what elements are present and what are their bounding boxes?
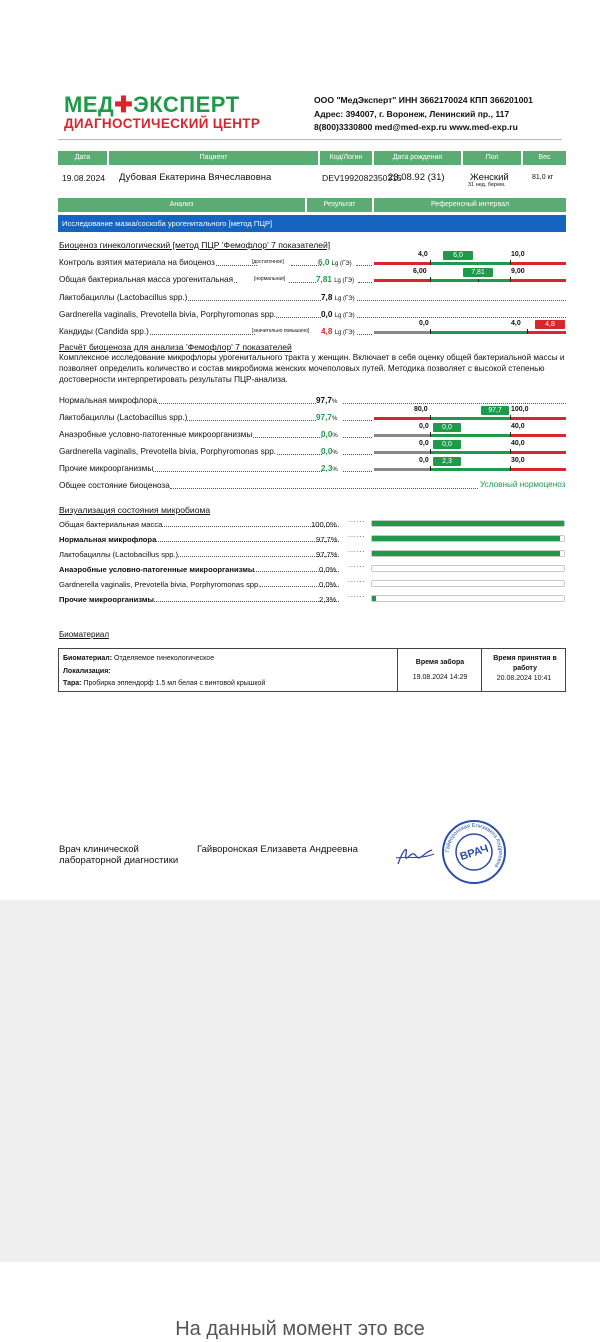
visual-row-value: 0,0% xyxy=(319,580,337,589)
divider xyxy=(481,649,482,691)
ref-bar-low xyxy=(374,279,430,282)
dots xyxy=(357,300,566,301)
ref-bar-high xyxy=(510,279,566,282)
ref-min: 4,0 xyxy=(418,251,428,258)
org-line-2: Адрес: 394007, г. Воронеж, Ленинский пр., 117 xyxy=(314,109,510,119)
patient-name: Дубовая Екатерина Вячеславовна xyxy=(119,172,272,183)
ref-tick xyxy=(510,277,511,282)
study-title-bar: Исследование мазка/соскоба урогенитального [метод ПЦР] xyxy=(58,215,566,232)
calc-description: Комплексное исследование микрофлоры урогенитального тракта у женщин. Включает в себя оценку общей бактериальной массы и позволяет определить количество и состав микробиома женских мочеполовых путей. Методика позволяет с высокой степенью достоверности интерпретировать результаты ПЦР-анализа. xyxy=(59,353,565,384)
footer-card xyxy=(0,1262,600,1342)
patient-sex: Женский xyxy=(470,172,509,183)
ref-tick xyxy=(510,260,511,265)
ref-bar-normal xyxy=(430,279,510,282)
visual-row-label: Лактобациллы (Lactobacillus spp.) xyxy=(59,549,339,560)
dots xyxy=(343,420,372,421)
visual-row-dots: ...... xyxy=(348,532,366,539)
biocenosis-row-note: [достаточное] xyxy=(252,259,284,265)
col-weight: Вес xyxy=(523,151,566,165)
biocenosis-row-label: Кандиды (Candida spp.) xyxy=(59,326,255,337)
footer-text: На данный момент это все xyxy=(175,1318,425,1340)
ref-bar-low xyxy=(374,417,430,420)
visual-row-value: 0,0% xyxy=(319,565,337,574)
biocenosis-row-label: Контроль взятия материала на биоценоз xyxy=(59,257,257,268)
dots xyxy=(343,471,372,472)
signature-icon xyxy=(392,838,436,872)
col-reference: Референсный интервал xyxy=(374,198,566,212)
org-line-1: ООО "МедЭксперт" ИНН 3662170024 КПП 366201001 xyxy=(314,95,533,105)
ref-max: 9,00 xyxy=(511,268,525,275)
col-birth: Дата рождения xyxy=(374,151,461,165)
collect-value: 19.08.2024 14:29 xyxy=(412,674,468,681)
logo: МЕД✚ЭКСПЕРТ xyxy=(64,92,240,117)
ref-bar-high xyxy=(527,331,566,334)
col-patient: Пациент xyxy=(109,151,318,165)
ref-bar-high xyxy=(510,451,566,454)
calc-row-label: Gardnerella vaginalis, Prevotella bivia, Porphyromonas spp. xyxy=(59,446,322,457)
ref-bar-low xyxy=(374,262,430,265)
patient-code: DEV1992082350315 xyxy=(322,173,402,183)
calc-row-value: 97,7% xyxy=(316,396,338,405)
ref-bar-low xyxy=(374,451,430,454)
ref-max: 4,0 xyxy=(511,320,521,327)
ref-bar-high xyxy=(510,434,566,437)
tube-row: Тара: Пробирка эппендорф 1.5 мл белая с винтовой крышкой xyxy=(63,680,266,687)
visual-row-value: 97,7% xyxy=(316,535,338,544)
biocenosis-row-value: 6,0 Lg (ГЭ) xyxy=(318,258,352,267)
visual-row-dots: ...... xyxy=(348,547,366,554)
ref-max: 10,0 xyxy=(511,251,525,258)
visual-row-dots: ...... xyxy=(348,592,366,599)
ref-tick xyxy=(430,260,431,265)
result-flag: 4,8 xyxy=(535,320,565,329)
visual-bar xyxy=(371,550,565,557)
calc-title: Расчёт биоценоза для анализа 'Фемофлор' 7 показателей xyxy=(59,342,292,352)
calc-row-value: 0,0% xyxy=(321,447,338,456)
result-flag: 97,7 xyxy=(481,406,509,415)
biocenosis-row-value: 7,8 Lg (ГЭ) xyxy=(321,293,355,302)
dots xyxy=(291,265,321,266)
col-sex: Пол xyxy=(463,151,521,165)
ref-tick xyxy=(430,432,431,437)
result-marker xyxy=(478,279,479,282)
org-line-3: 8(800)3330800 med@med-exp.ru www.med-exp.ru xyxy=(314,122,518,132)
ref-bar-high xyxy=(510,262,566,265)
biocenosis-row-value: 7,81 Lg (ГЭ) xyxy=(316,275,355,284)
ref-min: 0,0 xyxy=(419,320,429,327)
ref-tick xyxy=(430,466,431,471)
visual-bar xyxy=(371,595,565,602)
calc-row-label: Нормальная микрофлора xyxy=(59,395,316,406)
calc-row-label: Анаэробные условно-патогенные микроорганизмы xyxy=(59,429,322,440)
calc-row-value: 0,0% xyxy=(321,430,338,439)
calc-row-label: Лактобациллы (Lactobacillus spp.) xyxy=(59,412,316,423)
ref-bar-low xyxy=(374,434,430,437)
dots xyxy=(357,317,566,318)
ref-tick xyxy=(527,329,528,334)
ref-bar-low xyxy=(374,468,430,471)
dots xyxy=(343,454,372,455)
ref-min: 80,0 xyxy=(414,406,428,413)
biomaterial-row: Биоматериал: Отделяемое гинекологическое xyxy=(63,655,215,662)
visual-row-label: Gardnerella vaginalis, Prevotella bivia, Porphyromonas spp. xyxy=(59,579,339,590)
ref-bar-normal xyxy=(430,451,510,454)
accept-value: 20.08.2024 10:41 xyxy=(496,675,552,682)
visual-row-label: Общая бактериальная масса xyxy=(59,519,339,530)
ref-max: 40,0 xyxy=(511,440,525,447)
ref-min: 0,0 xyxy=(419,440,429,447)
visual-row-dots: ...... xyxy=(348,577,366,584)
col-result: Результат xyxy=(307,198,372,212)
result-flag: 2,3 xyxy=(433,457,461,466)
divider xyxy=(58,139,562,140)
ref-bar-normal xyxy=(430,417,510,420)
patient-birth: 23.08.92 (31) xyxy=(388,172,445,183)
state-value: Условный нормоценоз xyxy=(480,480,566,489)
visual-row-value: 2,3% xyxy=(319,595,337,604)
ref-bar-normal xyxy=(430,434,510,437)
dots xyxy=(170,488,478,489)
logo-subtitle: ДИАГНОСТИЧЕСКИЙ ЦЕНТР xyxy=(64,116,261,131)
ref-bar-normal xyxy=(430,331,527,334)
accept-label: Время принятия в работу xyxy=(493,655,557,672)
ref-bar-high xyxy=(510,417,566,420)
ref-tick xyxy=(430,277,431,282)
visual-row-value: 100,0% xyxy=(311,520,337,529)
ref-bar-low xyxy=(374,331,430,334)
calc-row-value: 2,3% xyxy=(321,464,338,473)
col-analysis: Анализ xyxy=(58,198,305,212)
biocenosis-row-note: [значительно повышено] xyxy=(252,328,310,334)
visual-bar xyxy=(371,565,565,572)
dots xyxy=(343,437,372,438)
visual-row-dots: ...... xyxy=(348,562,366,569)
collect-label: Время забора xyxy=(415,659,465,666)
visual-title: Визуализация состояния микробиома xyxy=(59,505,211,515)
visual-bar xyxy=(371,535,565,542)
dots xyxy=(343,403,566,404)
stamp-icon xyxy=(441,819,507,885)
ref-max: 100,0 xyxy=(511,406,529,413)
doctor-role: Врач клинической лабораторной диагностики xyxy=(59,844,179,866)
dots xyxy=(356,265,372,266)
patient-weight: 81,0 кг xyxy=(532,174,554,181)
biocenosis-row-value: 0,0 Lg (ГЭ) xyxy=(321,310,355,319)
visual-row-label: Анаэробные условно-патогенные микроорганизмы xyxy=(59,564,339,575)
calc-row-value: 97,7% xyxy=(316,413,338,422)
dots xyxy=(357,334,372,335)
ref-bar-high xyxy=(510,468,566,471)
ref-tick xyxy=(510,432,511,437)
biocenosis-row-label: Gardnerella vaginalis, Prevotella bivia, Porphyromonas spp. xyxy=(59,309,321,320)
visual-row-label: Прочие микроорганизмы xyxy=(59,594,339,605)
ref-tick xyxy=(510,415,511,420)
biocenosis-row-note: [нормальная] xyxy=(254,276,286,282)
ref-tick xyxy=(430,329,431,334)
visual-bar-fill xyxy=(372,536,560,541)
col-code: Код/Логин xyxy=(320,151,372,165)
calc-row-label: Прочие микроорганизмы xyxy=(59,463,322,474)
biomaterial-box xyxy=(58,648,566,692)
stamp-ring-text: Гайворонская Елизавета Андреевна xyxy=(444,822,504,869)
ref-max: 30,0 xyxy=(511,457,525,464)
visual-row-label: Нормальная микрофлора xyxy=(59,534,339,545)
visual-bar-fill xyxy=(372,521,564,526)
patient-pregnancy: 31 нед. берем. xyxy=(468,182,506,188)
biomaterial-title: Биоматериал xyxy=(59,630,109,639)
visual-bar-fill xyxy=(372,551,560,556)
result-flag: 7,81 xyxy=(463,268,493,277)
stamp-center-text: ВРАЧ xyxy=(458,842,491,864)
medical-cross-icon: ✚ xyxy=(114,92,134,117)
ref-min: 0,0 xyxy=(419,423,429,430)
ref-tick xyxy=(510,466,511,471)
ref-tick xyxy=(430,415,431,420)
ref-max: 40,0 xyxy=(511,423,525,430)
ref-min: 0,0 xyxy=(419,457,429,464)
biocenosis-row-label: Общая бактериальная масса урогенитальная xyxy=(59,274,237,285)
biocenosis-row-value: 4,8 Lg (ГЭ) xyxy=(321,327,355,336)
col-date: Дата xyxy=(58,151,107,165)
ref-tick xyxy=(510,449,511,454)
visual-row-value: 97,7% xyxy=(316,550,338,559)
dots xyxy=(358,282,372,283)
visual-row-dots: ...... xyxy=(348,517,366,524)
localization-label: Локализация: xyxy=(63,668,111,675)
biocenosis-title: Биоценоз гинекологический [метод ПЦР 'Фемофлор' 7 показателей] xyxy=(59,240,331,250)
doctor-name: Гайворонская Елизавета Андреевна xyxy=(197,844,358,855)
visual-bar xyxy=(371,520,565,527)
dots xyxy=(289,282,316,283)
ref-bar-normal xyxy=(430,262,510,265)
result-flag: 6,0 xyxy=(443,251,473,260)
ref-bar-normal xyxy=(430,468,510,471)
state-label: Общее состояние биоценоза xyxy=(59,481,170,490)
visual-bar-fill xyxy=(372,596,376,601)
result-flag: 0,0 xyxy=(433,423,461,432)
ref-min: 6,00 xyxy=(413,268,427,275)
result-flag: 0,0 xyxy=(433,440,461,449)
divider xyxy=(397,649,398,691)
ref-tick xyxy=(430,449,431,454)
patient-date: 19.08.2024 xyxy=(62,173,106,183)
visual-bar xyxy=(371,580,565,587)
biocenosis-row-label: Лактобациллы (Lactobacillus spp.) xyxy=(59,292,321,303)
